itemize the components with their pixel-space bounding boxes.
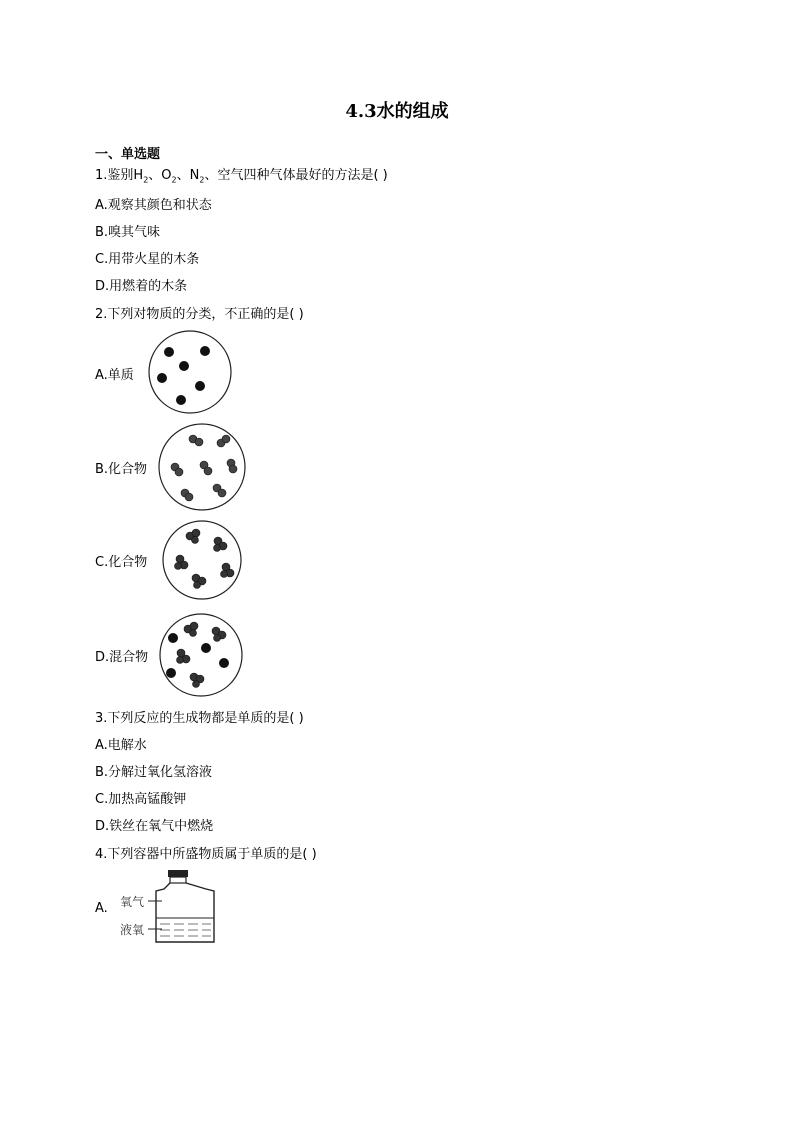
q4-option-a: A. (95, 901, 108, 916)
q1-option-a: A.观察其颜色和状态 (95, 198, 212, 213)
q1-option-c: C.用带火星的木条 (95, 252, 200, 267)
section-heading: 一、单选题 (95, 147, 161, 162)
bottle-diagram (112, 868, 218, 946)
q2-option-a: A.单质 (95, 368, 134, 383)
q2-option-b: B.化合物 (95, 462, 148, 477)
q1-option-b: B.嗅其气味 (95, 225, 161, 240)
q3-option-a: A.电解水 (95, 738, 147, 753)
page-title: 4.3水的组成 (345, 101, 449, 122)
q2-option-d: D.混合物 (95, 650, 149, 665)
question-4-stem: 4.下列容器中所盛物质属于单质的是( ) (95, 847, 317, 862)
question-3-stem: 3.下列反应的生成物都是单质的是( ) (95, 711, 304, 726)
particle-diagram-compound-diatomic (155, 423, 251, 513)
bottle-label-oxygen-gas: 氧气 (120, 895, 145, 909)
question-2-stem: 2.下列对物质的分类，不正确的是( ) (95, 307, 304, 322)
particle-diagram-elements (146, 330, 236, 414)
particle-diagram-mixture (156, 613, 246, 697)
q2-option-c: C.化合物 (95, 555, 148, 570)
bottle-label-liquid-oxygen: 液氧 (120, 923, 145, 937)
q1-option-d: D.用燃着的木条 (95, 279, 188, 294)
q3-option-b: B.分解过氧化氢溶液 (95, 765, 213, 780)
question-1-stem: 1.鉴别$H_2$、$O_2$、$N_2$、空气四种气体最好的方法是( ) (95, 168, 388, 185)
q3-option-c: C.加热高锰酸钾 (95, 792, 187, 807)
particle-diagram-compound-triatomic (160, 519, 244, 601)
q3-option-d: D.铁丝在氧气中燃烧 (95, 819, 214, 834)
